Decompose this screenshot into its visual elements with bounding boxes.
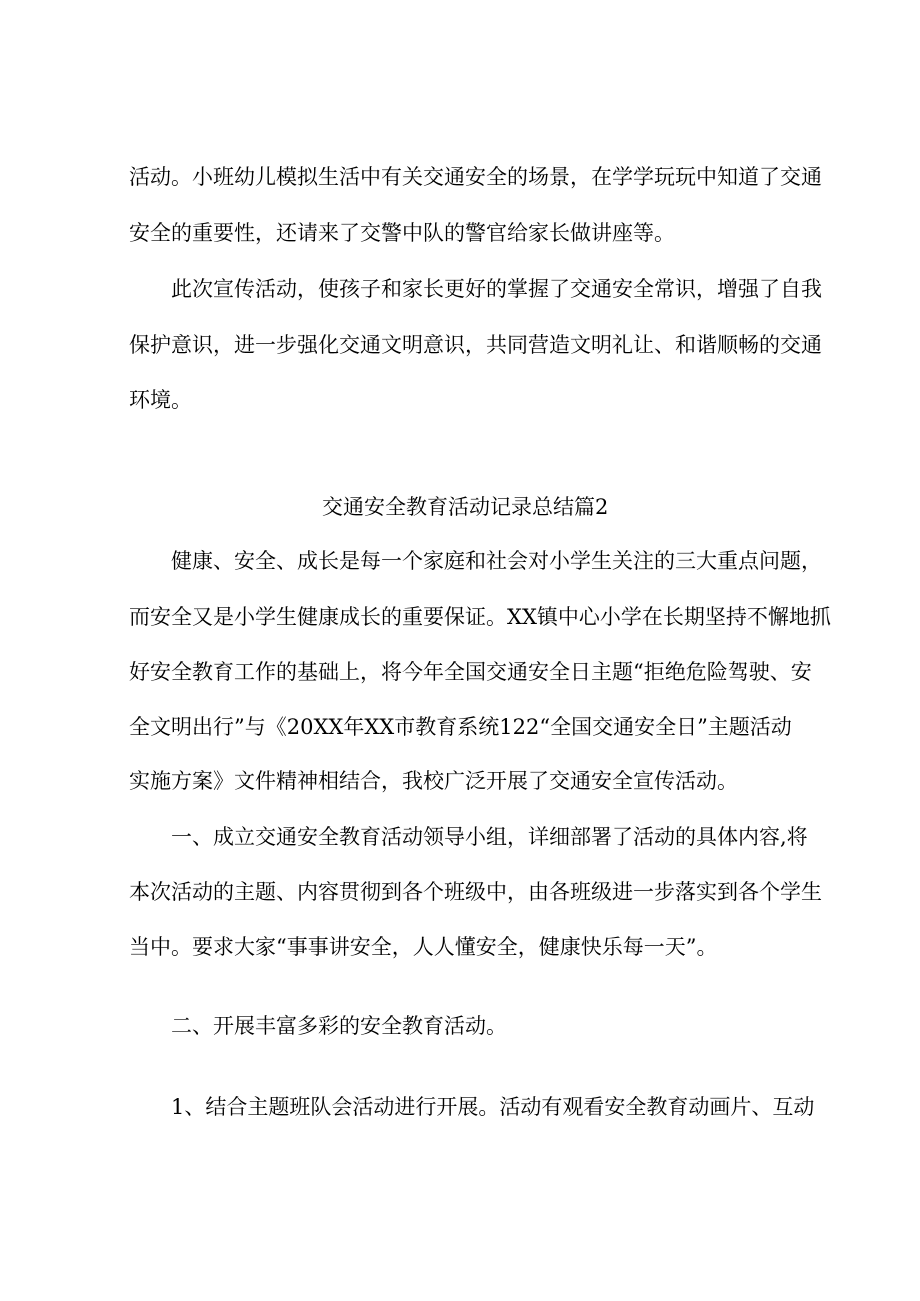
paragraph-line bbox=[0, 380, 920, 420]
paragraph-line bbox=[0, 817, 920, 857]
line-text: 活动。小班幼儿模拟生活中有关交通安全的场景，在学学玩玩中知道了交通 bbox=[129, 165, 822, 189]
line-text: 1、结合主题班队会活动进行开展。活动有观看安全教育动画片、互动 bbox=[171, 1095, 815, 1119]
paragraph-line bbox=[0, 541, 920, 581]
line-text: 而安全又是小学生健康成长的重要保证。XX镇中心小学在长期坚持不懈地抓 bbox=[129, 605, 831, 629]
paragraph-line bbox=[0, 325, 920, 365]
line-text: 本次活动的主题、内容贯彻到各个班级中，由各班级进一步落实到各个学生 bbox=[129, 880, 822, 904]
paragraph-line bbox=[0, 1087, 920, 1127]
paragraph-line bbox=[0, 652, 920, 692]
paragraph-line bbox=[0, 761, 920, 801]
paragraph-line bbox=[0, 1006, 920, 1046]
paragraph-line bbox=[0, 597, 920, 637]
line-text: 好安全教育工作的基础上，将今年全国交通安全日主题“拒绝危险驾驶、安 bbox=[129, 660, 812, 684]
section-heading bbox=[0, 487, 920, 527]
line-text: 健康、安全、成长是每一个家庭和社会对小学生关注的三大重点问题， bbox=[171, 549, 822, 573]
line-text: 当中。要求大家“事事讲安全，人人懂安全，健康快乐每一天”。 bbox=[129, 935, 718, 959]
paragraph-line bbox=[0, 707, 920, 747]
line-text: 实施方案》文件精神相结合，我校广泛开展了交通安全宣传活动。 bbox=[129, 769, 738, 793]
paragraph-line bbox=[0, 872, 920, 912]
paragraph-line bbox=[0, 269, 920, 309]
paragraph-line bbox=[0, 927, 920, 967]
line-text: 二、开展丰富多彩的安全教育活动。 bbox=[171, 1014, 507, 1038]
paragraph-line bbox=[0, 213, 920, 253]
line-text: 一、成立交通安全教育活动领导小组，详细部署了活动的具体内容,将 bbox=[171, 825, 808, 849]
line-text: 保护意识，进一步强化交通文明意识，共同营造文明礼让、和谐顺畅的交通 bbox=[129, 333, 822, 357]
line-text: 此次宣传活动，使孩子和家长更好的掌握了交通安全常识，增强了自我 bbox=[171, 277, 822, 301]
line-text: 环境。 bbox=[129, 388, 192, 412]
line-text: 安全的重要性，还请来了交警中队的警官给家长做讲座等。 bbox=[129, 221, 675, 245]
paragraph-line bbox=[0, 157, 920, 197]
line-text: 全文明出行”与《20XX年XX市教育系统122“全国交通安全日”主题活动 bbox=[129, 715, 792, 739]
heading-text: 交通安全教育活动记录总结篇2 bbox=[322, 495, 609, 519]
